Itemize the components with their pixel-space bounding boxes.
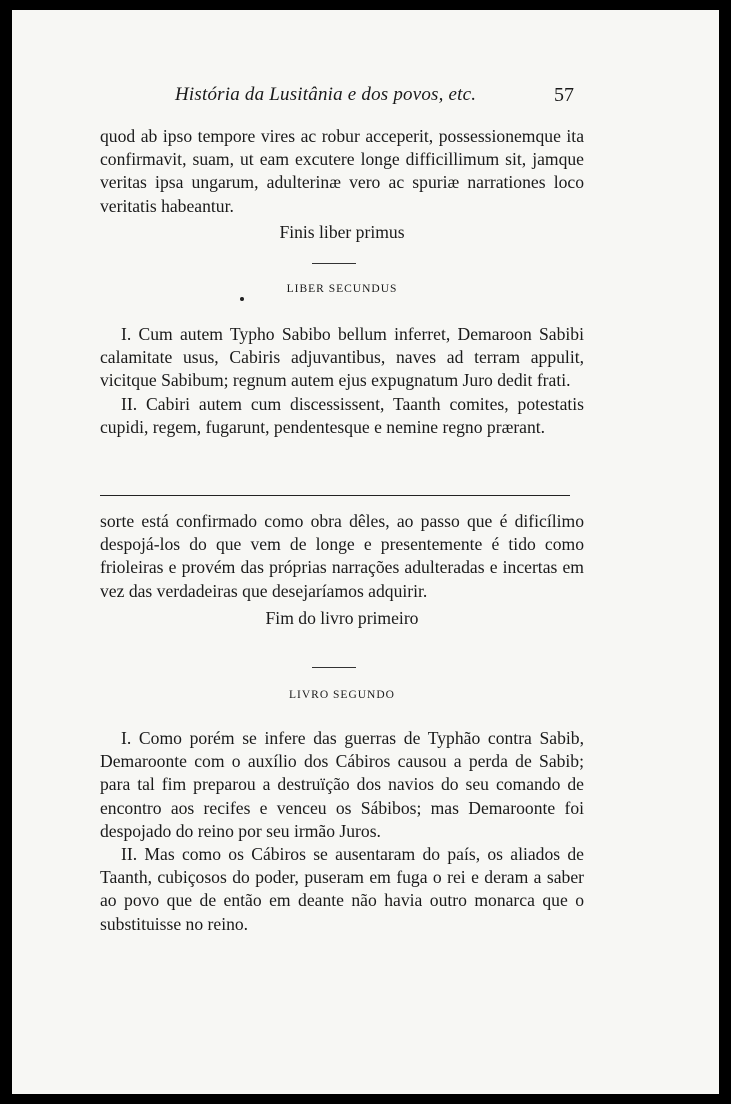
portuguese-book-heading: LIVRO SEGUNDO	[289, 689, 395, 701]
page-header	[12, 84, 719, 112]
latin-opening-paragraph: quod ab ipso tempore vires ac robur acceperit, possessionemque ita confirmavit, suam, ut eam excutere longe difficillimum sit, jamque veritas ipsa ungarum, adulterinæ vero ac spuriæ narrationes loco veritatis habeantur.	[100, 126, 584, 216]
section-rule-latin	[312, 263, 356, 264]
portuguese-body-block	[100, 727, 584, 936]
latin-book-heading: LIBER SECUNDUS	[286, 283, 398, 295]
page-number: 57	[554, 84, 574, 106]
portuguese-paragraph-2: II. Mas como os Cábiros se ausentaram do país, os aliados de Taanth, cubiçosos do poder, puseram em fuga o rei e deram a saber ao povo que de então em deante não havia outro monarca que o substituisse no reino.	[100, 844, 584, 934]
latin-heading-block	[100, 278, 584, 301]
divider-rule	[100, 495, 570, 496]
section-rule-portuguese	[312, 667, 356, 668]
portuguese-heading-block	[100, 684, 584, 707]
portuguese-book-end: Fim do livro primeiro	[265, 607, 419, 628]
latin-book-end: Finis liber primus	[279, 221, 405, 242]
book-page	[12, 10, 719, 1094]
portuguese-paragraph-1: I. Como porém se infere das guerras de Typhão contra Sabib, Demaroonte com o auxílio dos Cábiros causou a perda de Sabib; para tal fim preparou a destruïção dos navios do seu comando de encontro aos recifes e venceu os Sábibos; mas Demaroonte foi despojado do reino por seu irmão Juros.	[100, 728, 584, 841]
latin-paragraph-1: I. Cum autem Typho Sabibo bellum inferret, Demaroon Sabibi calamitate usus, Cabiris adjuvantibus, naves ad terram appulit, vicitque Sabibum; regnum autem ejus expugnatum Juro dedit frati.	[100, 324, 584, 391]
latin-body-block	[100, 323, 584, 439]
latin-opening-block	[100, 125, 584, 244]
portuguese-opening-block	[100, 510, 584, 630]
running-title: História da Lusitânia e dos povos, etc.	[175, 84, 477, 105]
latin-paragraph-2: II. Cabiri autem cum discessissent, Taanth comites, potestatis cupidi, regem, fugarunt, pendentesque e nemine regno prærant.	[100, 393, 584, 437]
ink-speck	[240, 297, 244, 301]
portuguese-opening-paragraph: sorte está confirmado como obra dêles, ao passo que é dificílimo despojá-los do que vem de longe e presentemente é tido como frioleiras e provém das próprias narrações adulteradas e incertas em vez das verdadeiras que desejaríamos adquirir.	[100, 511, 584, 601]
